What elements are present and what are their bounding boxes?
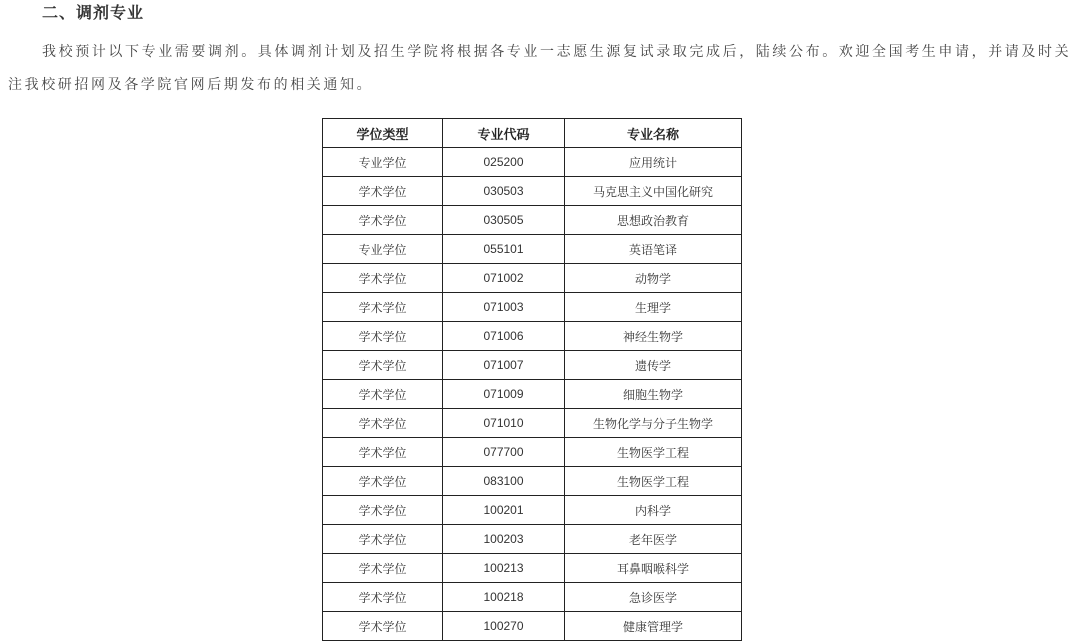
- major-name-cell: 遗传学: [565, 351, 742, 380]
- major-code-cell: 100218: [443, 583, 565, 612]
- major-name-cell: 神经生物学: [565, 322, 742, 351]
- major-name-cell: 马克思主义中国化研究: [565, 177, 742, 206]
- header-major-code: 专业代码: [443, 119, 565, 148]
- degree-type-cell: 学术学位: [323, 525, 443, 554]
- major-name-cell: 生物医学工程: [565, 438, 742, 467]
- table-row: [323, 177, 742, 206]
- degree-type-cell: 学术学位: [323, 351, 443, 380]
- majors-table-container: [322, 118, 742, 634]
- table-row: [323, 380, 742, 409]
- degree-type-cell: 学术学位: [323, 380, 443, 409]
- major-name-cell: 应用统计: [565, 148, 742, 177]
- degree-type-cell: 学术学位: [323, 438, 443, 467]
- table-row: [323, 322, 742, 351]
- major-code-cell: 071009: [443, 380, 565, 409]
- table-row: [323, 351, 742, 380]
- major-name-cell: 内科学: [565, 496, 742, 525]
- major-code-cell: 071006: [443, 322, 565, 351]
- header-degree-type: 学位类型: [323, 119, 443, 148]
- table-row: [323, 206, 742, 235]
- degree-type-cell: 专业学位: [323, 148, 443, 177]
- table-row: [323, 583, 742, 612]
- major-code-cell: 083100: [443, 467, 565, 496]
- major-code-cell: 077700: [443, 438, 565, 467]
- degree-type-cell: 学术学位: [323, 583, 443, 612]
- major-name-cell: 生理学: [565, 293, 742, 322]
- major-name-cell: 急诊医学: [565, 583, 742, 612]
- intro-paragraph: 我校预计以下专业需要调剂。具体调剂计划及招生学院将根据各专业一志愿生源复试录取完成后，陆续公布。欢迎全国考生申请，并请及时关注我校研招网及各学院官网后期发布的相关通知。: [8, 44, 1072, 93]
- major-name-cell: 动物学: [565, 264, 742, 293]
- degree-type-cell: 学术学位: [323, 409, 443, 438]
- degree-type-cell: 学术学位: [323, 554, 443, 583]
- major-name-cell: 健康管理学: [565, 612, 742, 641]
- major-code-cell: 030505: [443, 206, 565, 235]
- major-code-cell: 071003: [443, 293, 565, 322]
- degree-type-cell: 学术学位: [323, 612, 443, 641]
- major-name-cell: 思想政治教育: [565, 206, 742, 235]
- table-header-row: [323, 119, 742, 148]
- major-code-cell: 071010: [443, 409, 565, 438]
- degree-type-cell: 学术学位: [323, 264, 443, 293]
- table-row: [323, 496, 742, 525]
- table-row: [323, 525, 742, 554]
- major-code-cell: 030503: [443, 177, 565, 206]
- degree-type-cell: 学术学位: [323, 322, 443, 351]
- table-row: [323, 467, 742, 496]
- major-code-cell: 100270: [443, 612, 565, 641]
- majors-table: [322, 118, 742, 641]
- table-row: [323, 612, 742, 641]
- major-name-cell: 老年医学: [565, 525, 742, 554]
- degree-type-cell: 学术学位: [323, 496, 443, 525]
- section-heading: 二、调剂专业: [42, 3, 145, 22]
- major-code-cell: 055101: [443, 235, 565, 264]
- major-code-cell: 100201: [443, 496, 565, 525]
- table-row: [323, 554, 742, 583]
- major-code-cell: 071007: [443, 351, 565, 380]
- major-name-cell: 生物医学工程: [565, 467, 742, 496]
- degree-type-cell: 学术学位: [323, 467, 443, 496]
- major-name-cell: 细胞生物学: [565, 380, 742, 409]
- table-row: [323, 235, 742, 264]
- table-row: [323, 438, 742, 467]
- major-code-cell: 071002: [443, 264, 565, 293]
- major-name-cell: 英语笔译: [565, 235, 742, 264]
- major-code-cell: 100213: [443, 554, 565, 583]
- header-major-name: 专业名称: [565, 119, 742, 148]
- table-row: [323, 148, 742, 177]
- table-row: [323, 264, 742, 293]
- degree-type-cell: 专业学位: [323, 235, 443, 264]
- table-row: [323, 409, 742, 438]
- major-code-cell: 100203: [443, 525, 565, 554]
- major-name-cell: 生物化学与分子生物学: [565, 409, 742, 438]
- table-row: [323, 293, 742, 322]
- degree-type-cell: 学术学位: [323, 293, 443, 322]
- major-name-cell: 耳鼻咽喉科学: [565, 554, 742, 583]
- degree-type-cell: 学术学位: [323, 177, 443, 206]
- major-code-cell: 025200: [443, 148, 565, 177]
- degree-type-cell: 学术学位: [323, 206, 443, 235]
